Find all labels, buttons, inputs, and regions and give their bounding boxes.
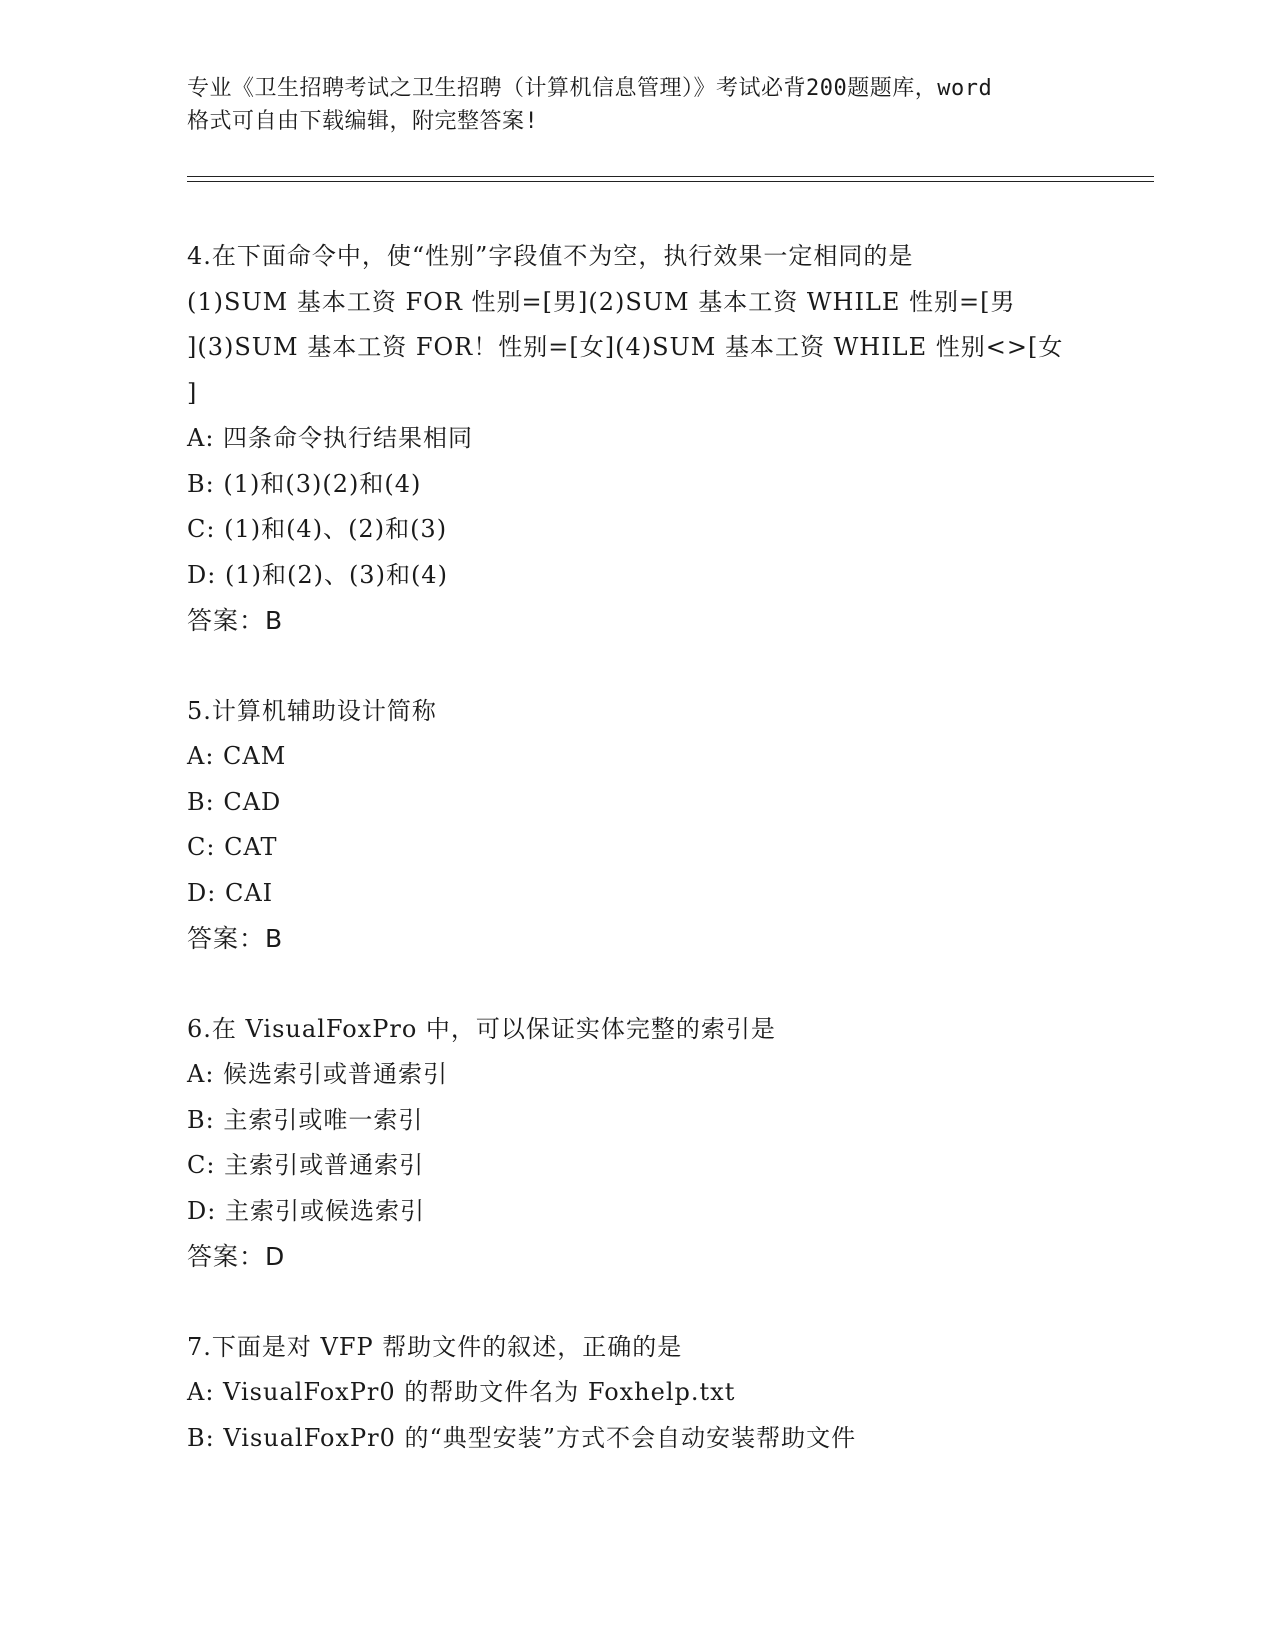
option-c: C: CAT (187, 833, 278, 861)
answer-label: 答案：B (187, 606, 284, 635)
option-c: C: 主索引或普通索引 (187, 1151, 425, 1179)
question-text: 4.在下面命令中，使“性别”字段值不为空，执行效果一定相同的是 (187, 242, 914, 270)
option-a: A: 四条命令执行结果相同 (187, 424, 474, 452)
question-text: (1)SUM 基本工资 FOR 性别=[男](2)SUM 基本工资 WHILE 性别=[男 (187, 287, 1016, 316)
question-block (187, 234, 1147, 644)
question-block (187, 689, 1147, 962)
option-d: D: (1)和(2)、(3)和(4) (187, 560, 448, 589)
option-d: D: CAI (187, 878, 274, 907)
question-text: 5.计算机辅助设计简称 (187, 696, 437, 725)
header-line-1: 专业《卫生招聘考试之卫生招聘（计算机信息管理）》考试必背200题题库，word (187, 76, 993, 101)
option-b: B: CAD (187, 787, 282, 816)
question-spacer (187, 1280, 1147, 1325)
option-d: D: 主索引或候选索引 (187, 1196, 425, 1225)
option-b: B: 主索引或唯一索引 (187, 1105, 424, 1134)
answer-label: 答案：B (187, 924, 284, 953)
question-text: 7.下面是对 VFP 帮助文件的叙述，正确的是 (187, 1332, 683, 1361)
question-block (187, 1007, 1147, 1280)
option-a: A: 候选索引或普通索引 (187, 1060, 449, 1088)
question-text: ] (187, 378, 198, 407)
option-b: B: (1)和(3)(2)和(4) (187, 469, 422, 498)
option-b: B: VisualFoxPr0 的“典型安装”方式不会自动安装帮助文件 (187, 1423, 857, 1452)
question-list (187, 234, 1147, 1461)
question-block (187, 1325, 1147, 1462)
header-divider-top (187, 176, 1154, 177)
question-text: 6.在 VisualFoxPro 中，可以保证实体完整的索引是 (187, 1014, 776, 1043)
option-c: C: (1)和(4)、(2)和(3) (187, 515, 448, 543)
option-a: A: VisualFoxPr0 的帮助文件名为 Foxhelp.txt (187, 1378, 736, 1406)
option-a: A: CAM (187, 742, 287, 770)
question-spacer (187, 644, 1147, 689)
answer-label: 答案：D (187, 1242, 286, 1271)
header-divider-bottom (187, 181, 1154, 182)
document-header (187, 72, 1107, 138)
header-line-2: 格式可自由下载编辑，附完整答案! (187, 109, 539, 134)
question-text: ](3)SUM 基本工资 FOR！性别=[女](4)SUM 基本工资 WHILE 性别<>[女 (187, 333, 1064, 361)
question-spacer (187, 962, 1147, 1007)
